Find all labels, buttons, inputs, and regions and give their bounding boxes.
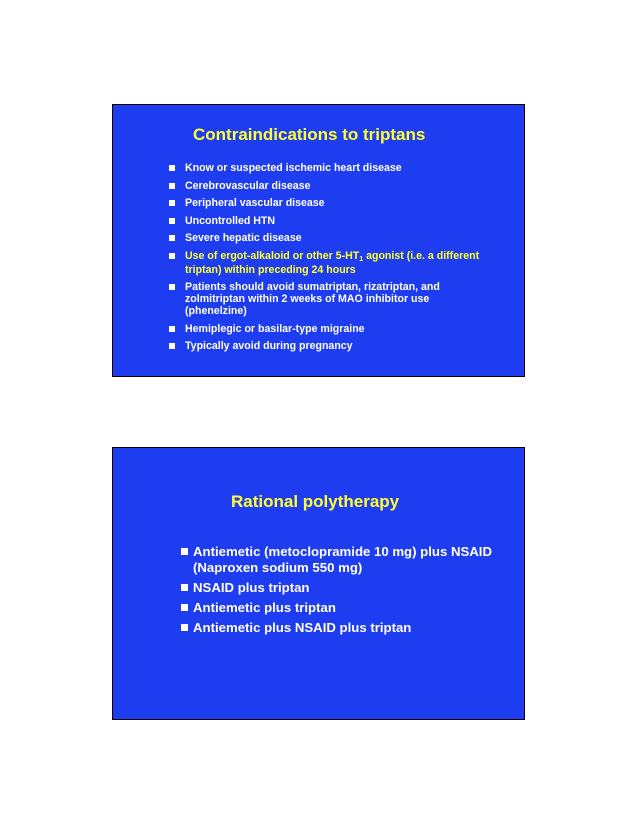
square-bullet-icon xyxy=(169,284,175,290)
list-item xyxy=(169,340,489,352)
list-item xyxy=(169,232,489,244)
list-item-text: NSAID plus triptan xyxy=(193,580,310,595)
list-item xyxy=(181,580,501,596)
subscript: 1 xyxy=(359,255,364,263)
list-item xyxy=(169,162,489,174)
list-item-text: Cerebrovascular disease xyxy=(185,179,311,192)
square-bullet-icon xyxy=(169,183,175,189)
list-item-text: Severe hepatic disease xyxy=(185,232,302,244)
list-item xyxy=(169,215,489,227)
list-item-text: Typically avoid during pregnancy xyxy=(185,340,353,352)
list-item xyxy=(181,544,501,576)
list-item-text: Uncontrolled HTN xyxy=(185,214,276,227)
slide-rational-polytherapy xyxy=(112,447,525,720)
square-bullet-icon xyxy=(169,235,175,241)
list-item-text: Antiemetic (metoclopramide 10 mg) plus NSAID (Naproxen sodium 550 mg) xyxy=(193,544,492,575)
slide-title: Rational polytherapy xyxy=(231,492,400,511)
list-item-text: Antiemetic plus triptan xyxy=(193,600,336,615)
slide-title: Contraindications to triptans xyxy=(193,125,426,144)
square-bullet-icon xyxy=(181,604,188,611)
bullet-list xyxy=(169,162,489,358)
list-item xyxy=(169,281,489,317)
square-bullet-icon xyxy=(169,343,175,349)
square-bullet-icon xyxy=(169,200,175,206)
list-item-text: Patients should avoid sumatriptan, rizatriptan, and zolmitriptan within 2 weeks of MAO inhibitor use (phenelzine) xyxy=(185,281,440,317)
bullet-list xyxy=(181,544,501,640)
list-item xyxy=(169,197,489,209)
list-item xyxy=(169,323,489,335)
list-item xyxy=(181,600,501,616)
list-item xyxy=(181,620,501,636)
square-bullet-icon xyxy=(169,326,175,332)
list-item-text: Know or suspected ischemic heart disease xyxy=(185,162,402,174)
square-bullet-icon xyxy=(181,624,188,631)
square-bullet-icon xyxy=(169,218,175,224)
square-bullet-icon xyxy=(181,584,188,591)
list-item-text: Hemiplegic or basilar-type migraine xyxy=(185,322,365,335)
list-item-highlighted xyxy=(169,250,489,276)
list-item-text: Antiemetic plus NSAID plus triptan xyxy=(193,620,412,635)
list-item-text-part: Use of ergot-alkaloid or other 5-HT xyxy=(185,249,360,262)
slide-contraindications xyxy=(112,104,525,377)
list-item-text: Peripheral vascular disease xyxy=(185,197,325,209)
list-item-text-part: agonist (i.e. a different triptan) within preceding 24 hours xyxy=(185,249,480,276)
list-item xyxy=(169,180,489,192)
square-bullet-icon xyxy=(169,253,175,259)
square-bullet-icon xyxy=(169,165,175,171)
square-bullet-icon xyxy=(181,548,188,555)
